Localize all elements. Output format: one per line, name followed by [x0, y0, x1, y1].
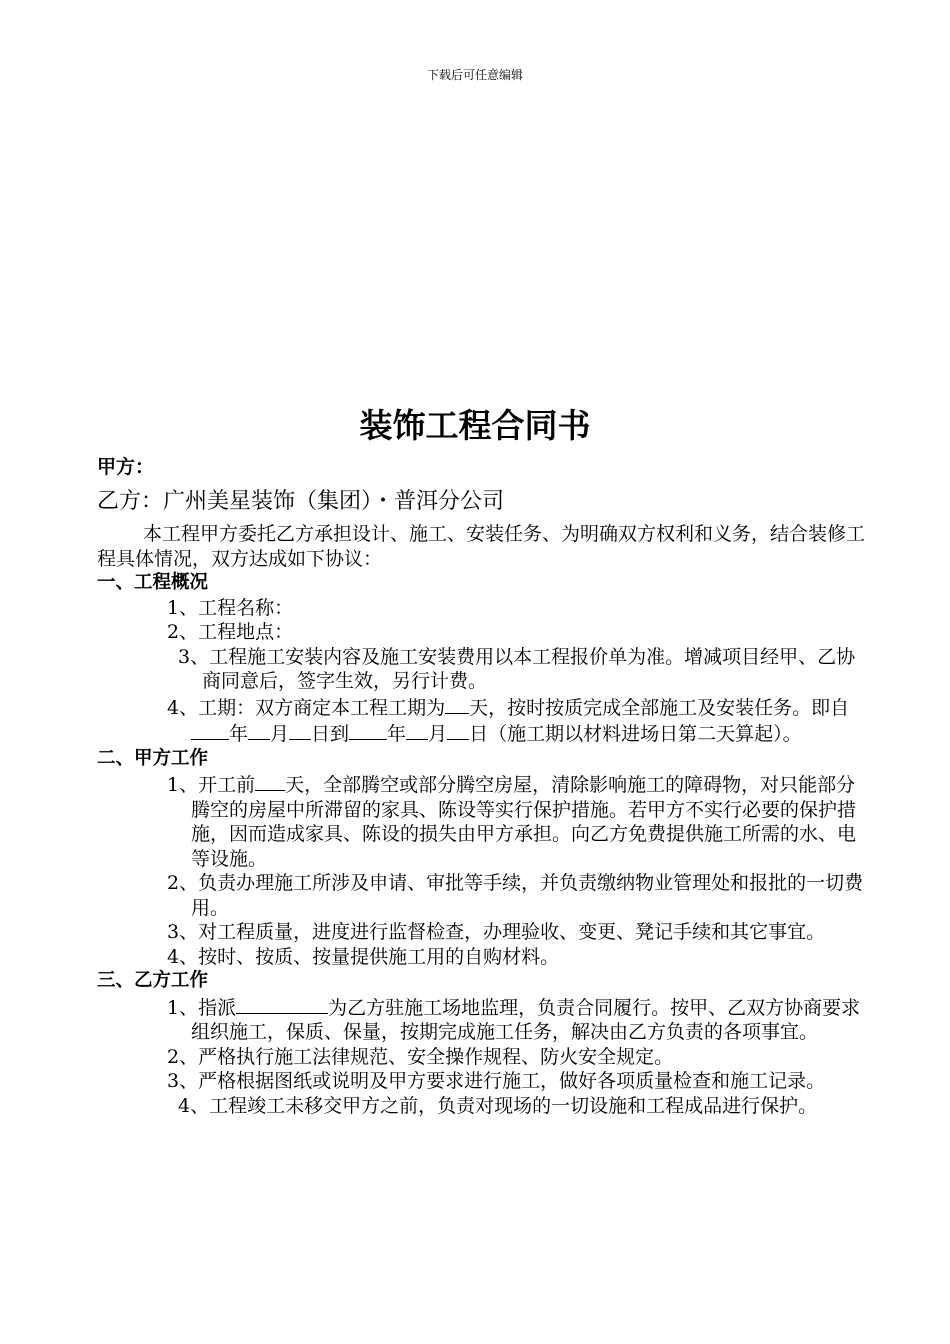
party-a-item-1-text-b: 天，全部腾空或部分腾空房屋，清除影响施工的障碍物，对只能部分腾空的房屋中所滞留的家具、陈设等实行保护措施。若甲方不实行必要的保护措施，因而造成家具、陈设的损失由甲方承担。向乙方免费提供施工所需的水、电等设施。 [191, 774, 857, 870]
schedule-text-e: 日到 [311, 723, 350, 745]
party-b-item-1-text-a: 1、指派 [167, 996, 237, 1019]
contract-body [97, 522, 867, 1118]
blank-start-month [248, 720, 270, 740]
party-b-item-1 [167, 994, 867, 1045]
party-b-label: 乙方：广州美星装饰（集团）・普洱分公司 [97, 489, 505, 514]
schedule-text-h: 日（施工期以材料进场日第二天算起）。 [469, 723, 802, 745]
party-b-item-3: 3、严格根据图纸或说明及甲方要求进行施工，做好各项质量检查和施工记录。 [167, 1070, 826, 1092]
intro-paragraph: 本工程甲方委托乙方承担设计、施工、安装任务、为明确双方权利和义务，结合装修工程具体情况，双方达成如下协议： [97, 523, 866, 570]
overview-item-schedule [167, 694, 867, 747]
blank-start-day [289, 720, 311, 740]
blank-start-year [191, 720, 229, 740]
party-b-item-1-text-b: 为乙方驻施工场地监理，负责合同履行。按甲、乙双方协商要求组织施工，保质、保量，按期完成施工任务，解决由乙方负责的各项事宜。 [191, 996, 861, 1043]
party-a-label: 甲方： [97, 456, 155, 478]
party-b-item-2: 2、严格执行施工法律规范、安全操作规程、防火安全规定。 [167, 1045, 674, 1068]
overview-item-project-name: 1、工程名称： [167, 596, 294, 619]
party-a-item-4: 4、按时、按质、按量提供施工用的自购材料。 [167, 945, 560, 968]
schedule-text-b: 天，按时按质完成全部施工及安装任务。即自 [469, 696, 850, 719]
section-heading-party-b-duties: 三、乙方工作 [97, 970, 209, 991]
blank-days-before [255, 771, 285, 791]
party-a-item-1-text-a: 1、开工前 [167, 774, 256, 796]
blank-days [445, 694, 469, 714]
blank-end-month [406, 720, 428, 740]
section-heading-overview: 一、工程概况 [97, 572, 209, 593]
party-a-item-2: 2、负责办理施工所涉及申请、审批等手续，并负责缴纳物业管理处和报批的一切费用。 [167, 872, 864, 919]
document-title: 装饰工程合同书 [359, 406, 591, 445]
party-a-item-3: 3、对工程质量，进度进行监督检查，办理验收、变更、凳记手续和其它事宜。 [167, 921, 826, 943]
blank-supervisor-name [236, 994, 328, 1014]
schedule-text-g: 月 [428, 723, 448, 745]
party-b-item-4: 4、工程竣工未移交甲方之前，负责对现场的一切设施和工程成品进行保护。 [178, 1094, 818, 1117]
schedule-text-d: 月 [270, 723, 290, 745]
schedule-text-a: 4、工期：双方商定本工程工期为 [167, 696, 446, 719]
overview-item-project-location: 2、工程地点： [167, 621, 294, 643]
schedule-text-f: 年 [387, 723, 407, 745]
schedule-text-c: 年 [229, 723, 249, 745]
section-heading-party-a-duties: 二、甲方工作 [97, 747, 209, 769]
party-a-item-1 [167, 771, 867, 871]
overview-item-scope: 3、工程施工安装内容及施工安装费用以本工程报价单为准。增减项目经甲、乙协商同意后，签字生效，另行计费。 [178, 645, 856, 692]
blank-end-year [349, 720, 387, 740]
page-header-note: 下载后可任意编辑 [426, 68, 523, 82]
blank-end-day [447, 720, 469, 740]
